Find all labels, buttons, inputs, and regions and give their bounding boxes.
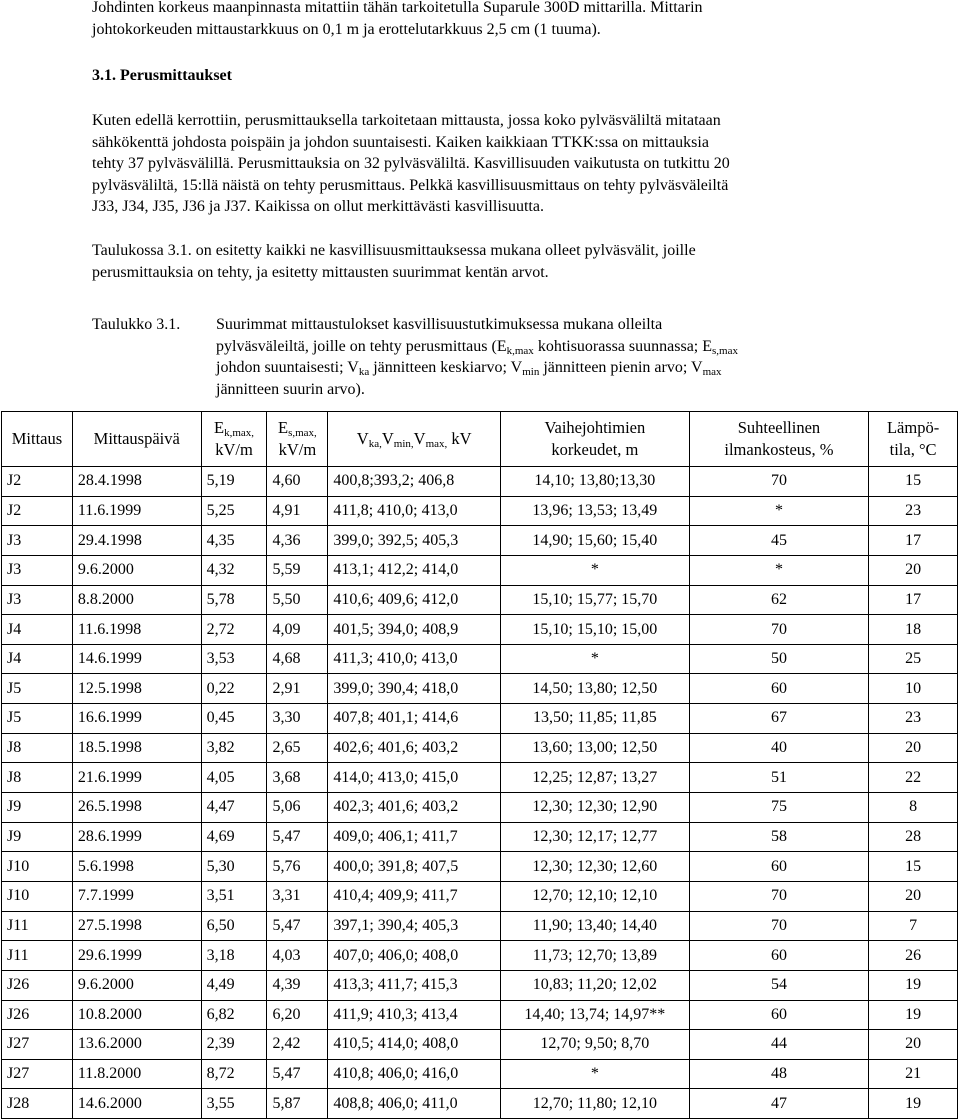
cell-kosteus: 60 <box>690 674 870 704</box>
cell-voltage: 410,4; 409,9; 411,7 <box>328 882 501 912</box>
cell-mittaus: J3 <box>2 586 73 616</box>
v-symbol: V <box>381 429 394 448</box>
cell-ek: 3,18 <box>202 941 268 971</box>
cell-korkeudet: 13,96; 13,53; 13,49 <box>501 497 690 527</box>
cell-korkeudet: 12,30; 12,17; 12,77 <box>501 823 690 853</box>
caption-sub: s,max <box>712 344 738 357</box>
v-symbol: V <box>413 429 426 448</box>
v-unit: kV <box>447 429 472 448</box>
cell-mittaus: J27 <box>2 1030 73 1060</box>
cell-paiva: 11.6.1998 <box>73 615 202 645</box>
table-row <box>2 704 957 734</box>
es-sub: s,max, <box>288 427 317 439</box>
table-row <box>2 971 957 1001</box>
cell-paiva: 27.5.1998 <box>73 912 202 942</box>
cell-paiva: 11.8.2000 <box>73 1060 202 1090</box>
cell-kosteus: 70 <box>690 912 870 942</box>
cell-kosteus: 51 <box>690 763 870 793</box>
korkeus-line-1: Vaihejohtimien <box>544 418 646 437</box>
cell-korkeudet: 13,50; 11,85; 11,85 <box>501 704 690 734</box>
caption-line-1: Suurimmat mittaustulokset kasvillisuustutkimuksessa mukana olleilta <box>216 316 663 333</box>
cell-lampotila: 28 <box>869 823 957 853</box>
cell-voltage: 402,3; 401,6; 403,2 <box>328 793 501 823</box>
cell-voltage: 401,5; 394,0; 408,9 <box>328 615 501 645</box>
table-header-row <box>2 412 957 467</box>
table-row <box>2 556 957 586</box>
cell-voltage: 399,0; 392,5; 405,3 <box>328 526 501 556</box>
table-row <box>2 586 957 616</box>
cell-ek: 3,51 <box>202 882 268 912</box>
cell-lampotila: 19 <box>905 1094 922 1112</box>
cell-lampotila: 17 <box>869 586 957 616</box>
cell-voltage: 399,0; 390,4; 418,0 <box>328 674 501 704</box>
cell-paiva: 28.6.1999 <box>73 823 202 853</box>
col-header-mittaus: Mittaus <box>2 412 73 467</box>
cell-korkeudet: 14,90; 15,60; 15,40 <box>501 526 690 556</box>
es-unit: kV/m <box>278 440 317 459</box>
cell-es: 5,47 <box>267 1060 328 1090</box>
cell-lampotila: 23 <box>869 704 957 734</box>
v-sub: ka, <box>368 438 382 450</box>
cell-kosteus: 50 <box>690 645 870 675</box>
cell-paiva: 18.5.1998 <box>73 734 202 764</box>
cell-lampotila: 15 <box>869 852 957 882</box>
p1-line: tehty 37 pylväsvälillä. Perusmittauksia on 32 pylväsväliltä. Kasvillisuuden vaikutusta on tutkittu 20 <box>92 155 730 172</box>
cell-ek: 6,50 <box>202 912 268 942</box>
cell-korkeudet: 12,70; 12,10; 12,10 <box>501 882 690 912</box>
ek-symbol: E <box>214 418 225 437</box>
cell-voltage: 400,8;393,2; 406,8 <box>328 467 501 497</box>
cell-lampotila: 26 <box>869 941 957 971</box>
cell-lampotila: 19 <box>869 971 957 1001</box>
ek-sub: k,max, <box>224 427 255 439</box>
cell-ek: 3,82 <box>202 734 268 764</box>
cell-voltage: 402,6; 401,6; 403,2 <box>328 734 501 764</box>
cell-lampotila: 20 <box>869 882 957 912</box>
cell-ek: 3,53 <box>202 645 268 675</box>
cell-lampotila: 21 <box>869 1060 957 1090</box>
cell-lampotila: 23 <box>869 497 957 527</box>
cell-ek: 4,05 <box>202 763 268 793</box>
col-header-mittauspaiva: Mittauspäivä <box>73 412 202 467</box>
table-row <box>2 941 957 971</box>
cell-kosteus: 48 <box>690 1060 870 1090</box>
cell-es: 5,59 <box>267 556 328 586</box>
cell-voltage: 411,9; 410,3; 413,4 <box>328 1001 501 1031</box>
table-row <box>2 912 957 942</box>
cell-ek: 6,82 <box>202 1001 268 1031</box>
cell-mittaus: J26 <box>2 1001 73 1031</box>
cell-mittaus: J27 <box>2 1060 73 1090</box>
col-header-ek <box>202 412 268 467</box>
caption-line-3b: jännitteen keskiarvo; V <box>369 359 523 376</box>
cell-ek: 4,69 <box>202 823 268 853</box>
cell-es: 4,36 <box>267 526 328 556</box>
cell-es: 3,31 <box>267 882 328 912</box>
cell-mittaus: J28 <box>2 1089 73 1118</box>
p2-line: Taulukossa 3.1. on esitetty kaikki ne kasvillisuusmittauksessa mukana olleet pylväsvälit, joille <box>92 242 696 259</box>
cell-korkeudet: 12,30; 12,30; 12,90 <box>501 793 690 823</box>
body-paragraph-1 <box>92 110 882 218</box>
cell-mittaus: J9 <box>2 823 73 853</box>
cell-mittaus: J3 <box>2 556 73 586</box>
cell-voltage: 413,3; 411,7; 415,3 <box>328 971 501 1001</box>
lampo-line-1: Lämpö- <box>886 418 940 437</box>
table-row <box>2 674 957 704</box>
cell-korkeudet: * <box>501 1060 690 1090</box>
cell-es: 2,91 <box>267 674 328 704</box>
cell-mittaus: J11 <box>2 941 73 971</box>
cell-es: 4,09 <box>267 615 328 645</box>
cell-kosteus: 60 <box>690 941 870 971</box>
cell-es: 2,42 <box>267 1030 328 1060</box>
cell-mittaus: J4 <box>2 645 73 675</box>
cell-paiva: 7.7.1999 <box>73 882 202 912</box>
cell-kosteus: 45 <box>690 526 870 556</box>
lampo-line-2: tila, °C <box>889 440 937 459</box>
cell-kosteus: * <box>690 497 870 527</box>
cell-ek: 5,30 <box>202 852 268 882</box>
cell-es: 2,65 <box>267 734 328 764</box>
table-row <box>2 823 957 853</box>
cell-lampotila: 15 <box>869 467 957 497</box>
caption-line-2b: kohtisuorassa suunnassa; E <box>533 337 713 355</box>
table-row <box>2 1030 957 1060</box>
p1-line: pylväsväliltä, 15:llä näistä on tehty perusmittaus. Pelkkä kasvillisuusmittaus on tehty pylväsväleiltä <box>92 176 729 194</box>
cell-lampotila: 19 <box>869 1001 957 1031</box>
table-row <box>2 467 957 497</box>
cell-mittaus: J5 <box>2 674 73 704</box>
cell-ek: 4,32 <box>202 556 268 586</box>
cell-lampotila: 8 <box>869 793 957 823</box>
cell-voltage: 414,0; 413,0; 415,0 <box>328 763 501 793</box>
cell-paiva: 21.6.1999 <box>73 763 202 793</box>
cell-mittaus: J26 <box>2 971 73 1001</box>
cell-voltage: 411,8; 410,0; 413,0 <box>328 497 501 527</box>
table-row <box>2 852 957 882</box>
cell-paiva: 13.6.2000 <box>73 1030 202 1060</box>
cell-voltage: 400,0; 391,8; 407,5 <box>328 852 501 882</box>
p1-line: Kuten edellä kerrottiin, perusmittauksella tarkoitetaan mittausta, jossa koko pylväsväliltä mitataan <box>92 112 721 129</box>
cell-kosteus: 54 <box>690 971 870 1001</box>
table-body <box>2 467 957 1118</box>
cell-es: 4,91 <box>267 497 328 527</box>
cell-es: 4,68 <box>267 645 328 675</box>
cell-kosteus: 75 <box>690 793 870 823</box>
cell-ek: 4,49 <box>202 971 268 1001</box>
cell-voltage: 407,8; 401,1; 414,6 <box>328 704 501 734</box>
cell-ek: 4,35 <box>202 526 268 556</box>
table-row <box>2 526 957 556</box>
cell-ek: 2,72 <box>202 615 268 645</box>
caption-line-2: pylväsväleiltä, joille on tehty perusmittaus (E <box>216 337 507 355</box>
caption-line-3c: jännitteen pienin arvo; V <box>539 359 703 376</box>
cell-korkeudet: 14,50; 13,80; 12,50 <box>501 674 690 704</box>
cell-voltage: 410,6; 409,6; 412,0 <box>328 586 501 616</box>
cell-korkeudet: 12,30; 12,30; 12,60 <box>501 852 690 882</box>
caption-text <box>216 314 836 400</box>
cell-kosteus: 60 <box>690 852 870 882</box>
cell-voltage: 397,1; 390,4; 405,3 <box>328 912 501 942</box>
cell-ek: 2,39 <box>202 1030 268 1060</box>
cell-korkeudet: 14,10; 13,80;13,30 <box>501 467 690 497</box>
cell-paiva: 12.5.1998 <box>73 674 202 704</box>
cell-kosteus: 58 <box>690 823 870 853</box>
cell-es: 5,50 <box>267 586 328 616</box>
cell-mittaus: J11 <box>2 912 73 942</box>
cell-korkeudet: 12,25; 12,87; 13,27 <box>501 763 690 793</box>
cell-korkeudet: 12,70; 9,50; 8,70 <box>501 1030 690 1060</box>
table-row <box>2 1001 957 1031</box>
cell-lampotila: 22 <box>869 763 957 793</box>
col-header-es <box>267 412 328 467</box>
cell-ek: 8,72 <box>202 1060 268 1090</box>
cell-paiva: 28.4.1998 <box>73 467 202 497</box>
cell-paiva: 9.6.2000 <box>73 971 202 1001</box>
cell-voltage: 411,3; 410,0; 413,0 <box>328 645 501 675</box>
cell-es: 3,30 <box>267 704 328 734</box>
col-header-korkeudet <box>501 412 690 467</box>
cell-korkeudet: 13,60; 13,00; 12,50 <box>501 734 690 764</box>
kosteus-line-1: Suhteellinen <box>737 418 821 437</box>
cell-ek: 5,78 <box>202 586 268 616</box>
cell-lampotila: 18 <box>869 615 957 645</box>
table-row <box>2 615 957 645</box>
cell-voltage: 410,8; 406,0; 416,0 <box>328 1060 501 1090</box>
cell-korkeudet: 11,90; 13,40; 14,40 <box>501 912 690 942</box>
table-row <box>2 645 957 675</box>
cell-mittaus: J8 <box>2 734 73 764</box>
caption-line-4: jännitteen suurin arvo). <box>216 380 365 398</box>
cell-paiva: 5.6.1998 <box>73 852 202 882</box>
cell-paiva: 9.6.2000 <box>73 556 202 586</box>
cell-es: 5,76 <box>267 852 328 882</box>
cell-lampotila: 7 <box>869 912 957 942</box>
cell-voltage: 413,1; 412,2; 414,0 <box>328 556 501 586</box>
cell-mittaus: J2 <box>2 497 73 527</box>
kosteus-line-2: ilmankosteus, % <box>724 440 834 459</box>
col-header-lampotila <box>869 412 957 467</box>
table-row <box>2 763 957 793</box>
col-header-voltage <box>328 412 501 467</box>
caption-label: Taulukko 3.1. <box>92 316 181 333</box>
cell-lampotila: 20 <box>869 1030 957 1060</box>
cell-ek: 5,25 <box>202 497 268 527</box>
cell-kosteus: 60 <box>690 1001 870 1031</box>
cell-kosteus: 70 <box>690 615 870 645</box>
cell-es: 5,87 <box>267 1089 328 1118</box>
intro-line-2: johtokorkeuden mittaustarkkuus on 0,1 m ja erottelutarkkuus 2,5 cm (1 tuuma). <box>92 20 601 38</box>
cell-kosteus: 70 <box>690 467 870 497</box>
v-symbol: V <box>356 429 369 448</box>
caption-sub: min <box>522 366 540 378</box>
table-row <box>2 793 957 823</box>
cell-paiva: 16.6.1999 <box>73 704 202 734</box>
cell-paiva: 14.6.2000 <box>73 1089 202 1118</box>
caption-sub: max <box>702 366 722 378</box>
cell-voltage: 409,0; 406,1; 411,7 <box>328 823 501 853</box>
cell-paiva: 10.8.2000 <box>73 1001 202 1031</box>
ek-unit: kV/m <box>215 440 253 459</box>
cell-mittaus: J5 <box>2 704 73 734</box>
cell-korkeudet: 11,73; 12,70; 13,89 <box>501 941 690 971</box>
p1-line: sähkökenttä johdosta poispäin ja johdon suuntaisesti. Kaiken kaikkiaan TTKK:ssa on mittauksia <box>92 133 709 151</box>
cell-voltage: 408,8; 406,0; 411,0 <box>328 1089 501 1118</box>
col-header-kosteus <box>690 412 870 467</box>
cell-lampotila: 10 <box>869 674 957 704</box>
cell-ek: 5,19 <box>202 467 268 497</box>
table-row <box>2 1060 957 1090</box>
results-table <box>1 411 958 1119</box>
cell-es: 4,60 <box>267 467 328 497</box>
intro-paragraph <box>92 0 882 40</box>
cell-korkeudet: 12,70; 11,80; 12,10 <box>501 1089 690 1118</box>
cell-kosteus: 67 <box>690 704 870 734</box>
table-row <box>2 497 957 527</box>
cell-mittaus: J2 <box>2 467 73 497</box>
cell-es: 4,39 <box>267 971 328 1001</box>
cell-voltage: 410,5; 414,0; 408,0 <box>328 1030 501 1060</box>
intro-line-1: Johdinten korkeus maanpinnasta mitattiin tähän tarkoitetulla Suparule 300D mittarilla. Mittarin <box>92 0 703 16</box>
korkeus-line-2: korkeudet, m <box>551 440 639 459</box>
cell-voltage: 407,0; 406,0; 408,0 <box>328 941 501 971</box>
cell-paiva: 14.6.1999 <box>73 645 202 675</box>
es-symbol: E <box>277 418 289 437</box>
cell-korkeudet: 14,40; 13,74; 14,97** <box>501 1001 690 1031</box>
v-sub: min, <box>393 438 414 450</box>
cell-ek: 3,55 <box>202 1089 268 1118</box>
caption-sub: ka <box>358 366 370 378</box>
cell-mittaus: J3 <box>2 526 73 556</box>
section-heading: 3.1. Perusmittaukset <box>92 67 232 84</box>
cell-korkeudet: 15,10; 15,10; 15,00 <box>501 615 690 645</box>
cell-kosteus: * <box>690 556 870 586</box>
cell-paiva: 11.6.1999 <box>73 497 202 527</box>
cell-lampotila: 20 <box>869 556 957 586</box>
cell-paiva: 26.5.1998 <box>73 793 202 823</box>
cell-es: 3,68 <box>267 763 328 793</box>
cell-mittaus: J10 <box>2 852 73 882</box>
table-row <box>2 1089 957 1118</box>
cell-kosteus: 40 <box>690 734 870 764</box>
cell-lampotila: 20 <box>869 734 957 764</box>
cell-mittaus: J8 <box>2 763 73 793</box>
cell-korkeudet: 10,83; 11,20; 12,02 <box>501 971 690 1001</box>
cell-korkeudet: * <box>501 645 690 675</box>
body-paragraph-2 <box>92 240 882 283</box>
v-sub: max, <box>425 438 448 450</box>
cell-korkeudet: 15,10; 15,77; 15,70 <box>501 586 690 616</box>
cell-lampotila: 17 <box>869 526 957 556</box>
cell-ek: 4,47 <box>202 793 268 823</box>
p2-line: perusmittauksia on tehty, ja esitetty mittausten suurimmat kentän arvot. <box>92 263 549 281</box>
table-row <box>2 882 957 912</box>
cell-kosteus: 62 <box>690 586 870 616</box>
cell-paiva: 29.6.1999 <box>73 941 202 971</box>
cell-paiva: 29.4.1998 <box>73 526 202 556</box>
cell-es: 5,06 <box>267 793 328 823</box>
p1-line: J33, J34, J35, J36 ja J37. Kaikissa on ollut merkittävästi kasvillisuutta. <box>92 198 544 215</box>
caption-line-3: johdon suuntaisesti; V <box>216 359 359 376</box>
cell-mittaus: J4 <box>2 615 73 645</box>
caption-sub: k,max <box>506 344 534 357</box>
cell-kosteus: 47 <box>690 1089 870 1118</box>
cell-es: 5,47 <box>267 912 328 942</box>
cell-mittaus: J9 <box>2 793 73 823</box>
table-row <box>2 734 957 764</box>
cell-es: 4,03 <box>267 941 328 971</box>
cell-lampotila: 25 <box>869 645 957 675</box>
cell-mittaus: J10 <box>2 882 73 912</box>
cell-es: 5,47 <box>267 823 328 853</box>
cell-kosteus: 70 <box>690 882 870 912</box>
cell-ek: 0,22 <box>202 674 268 704</box>
cell-es: 6,20 <box>267 1001 328 1031</box>
cell-kosteus: 44 <box>690 1030 870 1060</box>
cell-ek: 0,45 <box>202 704 268 734</box>
cell-paiva: 8.8.2000 <box>73 586 202 616</box>
cell-korkeudet: * <box>501 556 690 586</box>
